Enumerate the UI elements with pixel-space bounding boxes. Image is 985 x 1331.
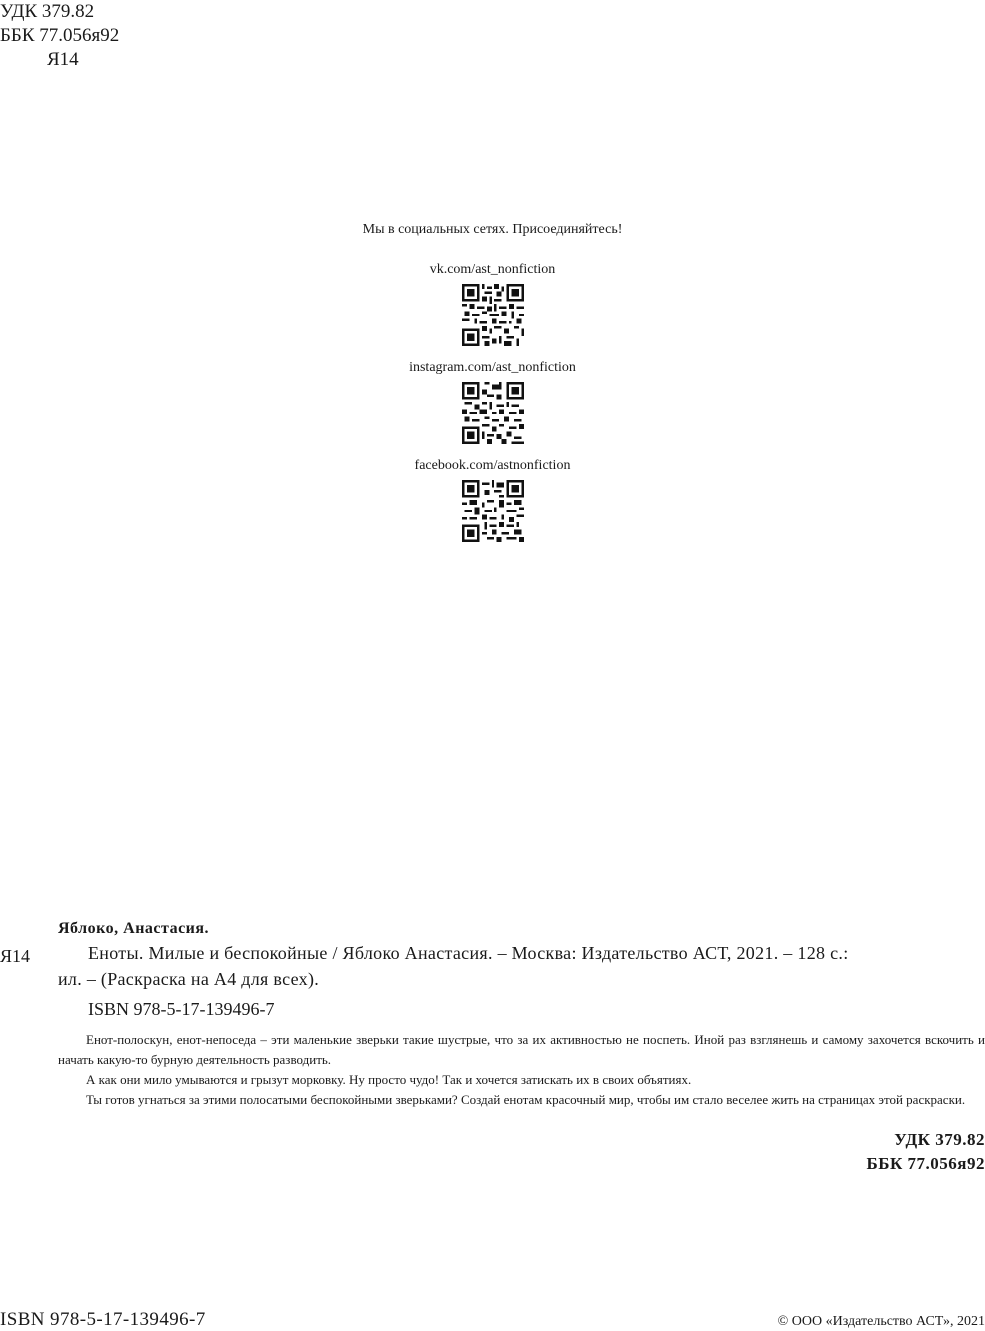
description-line-2: ил. – (Раскраска на А4 для всех). bbox=[58, 969, 320, 989]
social-section bbox=[0, 220, 985, 554]
social-intro: Мы в социальных сетях. Присоединяйтесь! bbox=[362, 222, 623, 237]
udk-code: УДК 379.82 bbox=[0, 1, 95, 22]
footer-isbn: ISBN 978-5-17-139496-7 bbox=[0, 1309, 206, 1330]
bibliographic-record bbox=[58, 918, 985, 1110]
facebook-link[interactable]: facebook.com/astnonfiction bbox=[414, 458, 571, 473]
qr-code-icon bbox=[462, 382, 524, 444]
bbk-code: ББК 77.056я92 bbox=[0, 25, 120, 46]
classification-codes-bottom bbox=[866, 1128, 985, 1176]
instagram-link[interactable]: instagram.com/ast_nonfiction bbox=[409, 360, 576, 375]
author-heading: Яблоко, Анастасия. bbox=[58, 920, 210, 937]
author-mark-side: Я14 bbox=[0, 946, 31, 966]
qr-code-icon bbox=[462, 480, 524, 542]
annotation-paragraph: Ты готов угнаться за этими полосатыми беспокойными зверьками? Создай енотам красочный мир, чтобы им стало веселее жить на страницах этой раскраски. bbox=[86, 1092, 966, 1107]
bbk-code: ББК 77.056я92 bbox=[866, 1154, 985, 1173]
udk-code: УДК 379.82 bbox=[894, 1130, 985, 1149]
annotation-paragraph: Енот-полоскун, енот-непоседа – эти маленькие зверьки такие шустрые, что за их активностью не поспеть. Иной раз взглянешь и самому захочется вскочить и начать какую-то бурную деятельность разводить. bbox=[58, 1032, 985, 1067]
copyright: © ООО «Издательство АСТ», 2021 bbox=[777, 1314, 985, 1329]
qr-code-icon bbox=[462, 284, 524, 346]
description-line-1: Еноты. Милые и беспокойные / Яблоко Анастасия. – Москва: Издательство АСТ, 2021. – 128 с.: bbox=[88, 943, 849, 963]
author-mark: Я14 bbox=[47, 49, 79, 70]
isbn: ISBN 978-5-17-139496-7 bbox=[88, 999, 275, 1019]
annotation-paragraph: А как они мило умываются и грызут морковку. Ну просто чудо! Так и хочется затискать их в своих объятиях. bbox=[86, 1072, 692, 1087]
vk-link[interactable]: vk.com/ast_nonfiction bbox=[429, 262, 556, 277]
annotation bbox=[58, 1030, 985, 1110]
classification-codes-top bbox=[0, 0, 119, 72]
